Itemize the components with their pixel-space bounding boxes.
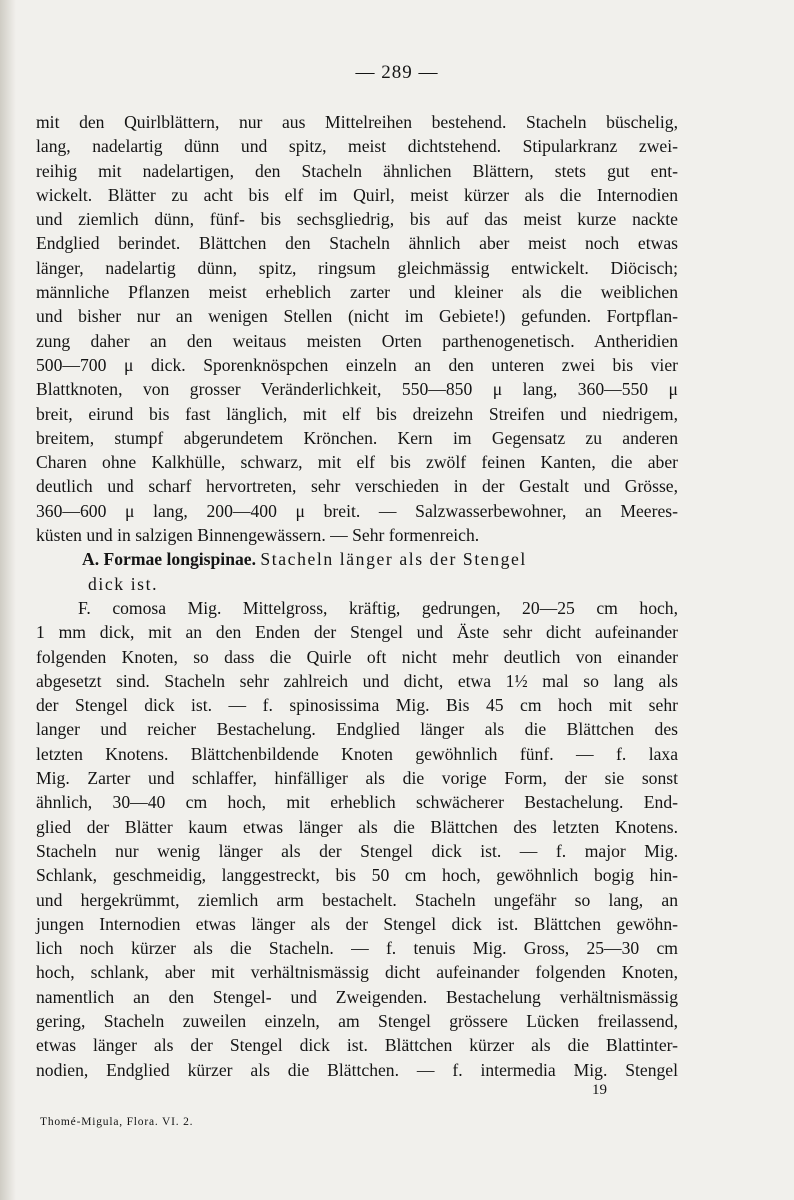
section-heading-text: Stacheln länger als der Stengel bbox=[260, 549, 527, 570]
text-line: deutlich und scharf hervortreten, sehr verschieden in der Gestalt und Grösse, bbox=[36, 476, 678, 497]
text-line: namentlich an den Stengel- und Zweigenden. Bestachelung verhältnismässig bbox=[36, 986, 678, 1007]
section-heading-continuation: dick ist. bbox=[88, 573, 159, 594]
text-line: Mig. Zarter und schlaffer, hinfälliger als die vorige Form, der sie sonst bbox=[36, 768, 678, 789]
text-line: F. comosa Mig. Mittelgross, kräftig, gedrungen, 20—25 cm hoch, bbox=[78, 597, 678, 618]
text-line: gering, Stacheln zuweilen einzeln, am Stengel grössere Lücken freilassend, bbox=[36, 1010, 678, 1031]
text-line: nodien, Endglied kürzer als die Blättchen. — f. intermedia Mig. Stengel bbox=[36, 1059, 678, 1080]
text-line: und ziemlich dünn, fünf- bis sechsgliedrig, bis auf das meist kurze nackte bbox=[36, 209, 678, 230]
text-line: Charen ohne Kalkhülle, schwarz, mit elf bis zwölf feinen Kanten, die aber bbox=[36, 452, 678, 473]
text-line: und bisher nur an wenigen Stellen (nicht im Gebiete!) gefunden. Fortpflan- bbox=[36, 306, 678, 327]
text-line: ähnlich, 30—40 cm hoch, mit erheblich schwächerer Bestachelung. End- bbox=[36, 792, 678, 813]
text-line: folgenden Knoten, so dass die Quirle oft nicht mehr deutlich von einander bbox=[36, 646, 678, 667]
text-line: Schlank, geschmeidig, langgestreckt, bis 50 cm hoch, gewöhnlich bogig hin- bbox=[36, 865, 678, 886]
text-line: jungen Internodien etwas länger als der Stengel dick ist. Blättchen gewöhn- bbox=[36, 913, 678, 934]
text-line: mit den Quirlblättern, nur aus Mittelreihen bestehend. Stacheln büschelig, bbox=[36, 112, 678, 132]
text-line: breitem, stumpf abgerundetem Krönchen. Kern im Gegensatz zu anderen bbox=[36, 427, 678, 448]
text-line: der Stengel dick ist. — f. spinosissima Mig. Bis 45 cm hoch mit sehr bbox=[36, 695, 678, 716]
text-line: Stacheln nur wenig länger als der Stengel dick ist. — f. major Mig. bbox=[36, 840, 678, 861]
text-line: hoch, schlank, aber mit verhältnismässig dicht aufeinander folgenden Knoten, bbox=[36, 962, 678, 983]
page-edge-shadow bbox=[0, 0, 16, 1200]
printer-signature-mark: 19 bbox=[592, 1082, 607, 1098]
text-line: breit, eirund bis fast länglich, mit elf bis dreizehn Streifen und niedrigem, bbox=[36, 403, 678, 424]
text-line: langer und reicher Bestachelung. Endglied länger als die Blättchen des bbox=[36, 719, 678, 740]
text-line: küsten und in salzigen Binnengewässern. — Sehr formenreich. bbox=[36, 525, 480, 546]
text-line: Blattknoten, von grosser Veränderlichkeit, 550—850 μ lang, 360—550 μ bbox=[36, 379, 678, 400]
text-line: 1 mm dick, mit an den Enden der Stengel und Äste sehr dicht aufeinander bbox=[36, 622, 678, 643]
text-line: abgesetzt sind. Stacheln sehr zahlreich und dicht, etwa 1½ mal so lang als bbox=[36, 670, 678, 691]
text-line: zung daher an den weitaus meisten Orten parthenogenetisch. Antheridien bbox=[36, 330, 678, 351]
text-line: lang, nadelartig dünn und spitz, meist dichtstehend. Stipularkranz zwei- bbox=[36, 136, 678, 157]
page-number: — 289 — bbox=[355, 62, 439, 83]
text-line: und hergekrümmt, ziemlich arm bestachelt. Stacheln ungefähr so lang, an bbox=[36, 889, 678, 910]
text-line: reihig mit nadelartigen, den Stacheln ähnlichen Blättern, stets gut ent- bbox=[36, 160, 678, 181]
text-line: 360—600 μ lang, 200—400 μ breit. — Salzwasserbewohner, an Meeres- bbox=[36, 500, 678, 521]
text-line: glied der Blätter kaum etwas länger als die Blättchen des letzten Knotens. bbox=[36, 816, 678, 837]
text-line: letzten Knotens. Blättchenbildende Knoten gewöhnlich fünf. — f. laxa bbox=[36, 743, 678, 764]
text-line: lich noch kürzer als die Stacheln. — f. tenuis Mig. Gross, 25—30 cm bbox=[36, 938, 678, 959]
section-heading bbox=[36, 547, 678, 571]
text-line: wickelt. Blätter zu acht bis elf im Quirl, meist kürzer als die Internodien bbox=[36, 184, 678, 205]
section-heading-label: A. Formae longispinae. bbox=[82, 549, 256, 570]
text-line: länger, nadelartig dünn, spitz, ringsum gleichmässig entwickelt. Diöcisch; bbox=[36, 257, 678, 278]
text-line: 500—700 μ dick. Sporenknöspchen einzeln an den unteren zwei bis vier bbox=[36, 354, 678, 375]
body-text bbox=[36, 110, 678, 1082]
text-line: Endglied berindet. Blättchen den Stacheln ähnlich aber meist noch etwas bbox=[36, 233, 678, 254]
text-line: männliche Pflanzen meist erheblich zarter und kleiner als die weiblichen bbox=[36, 282, 678, 303]
text-line: etwas länger als der Stengel dick ist. Blättchen kürzer als die Blattinter- bbox=[36, 1035, 678, 1056]
footer-source: Thomé-Migula, Flora. VI. 2. bbox=[40, 1116, 194, 1128]
